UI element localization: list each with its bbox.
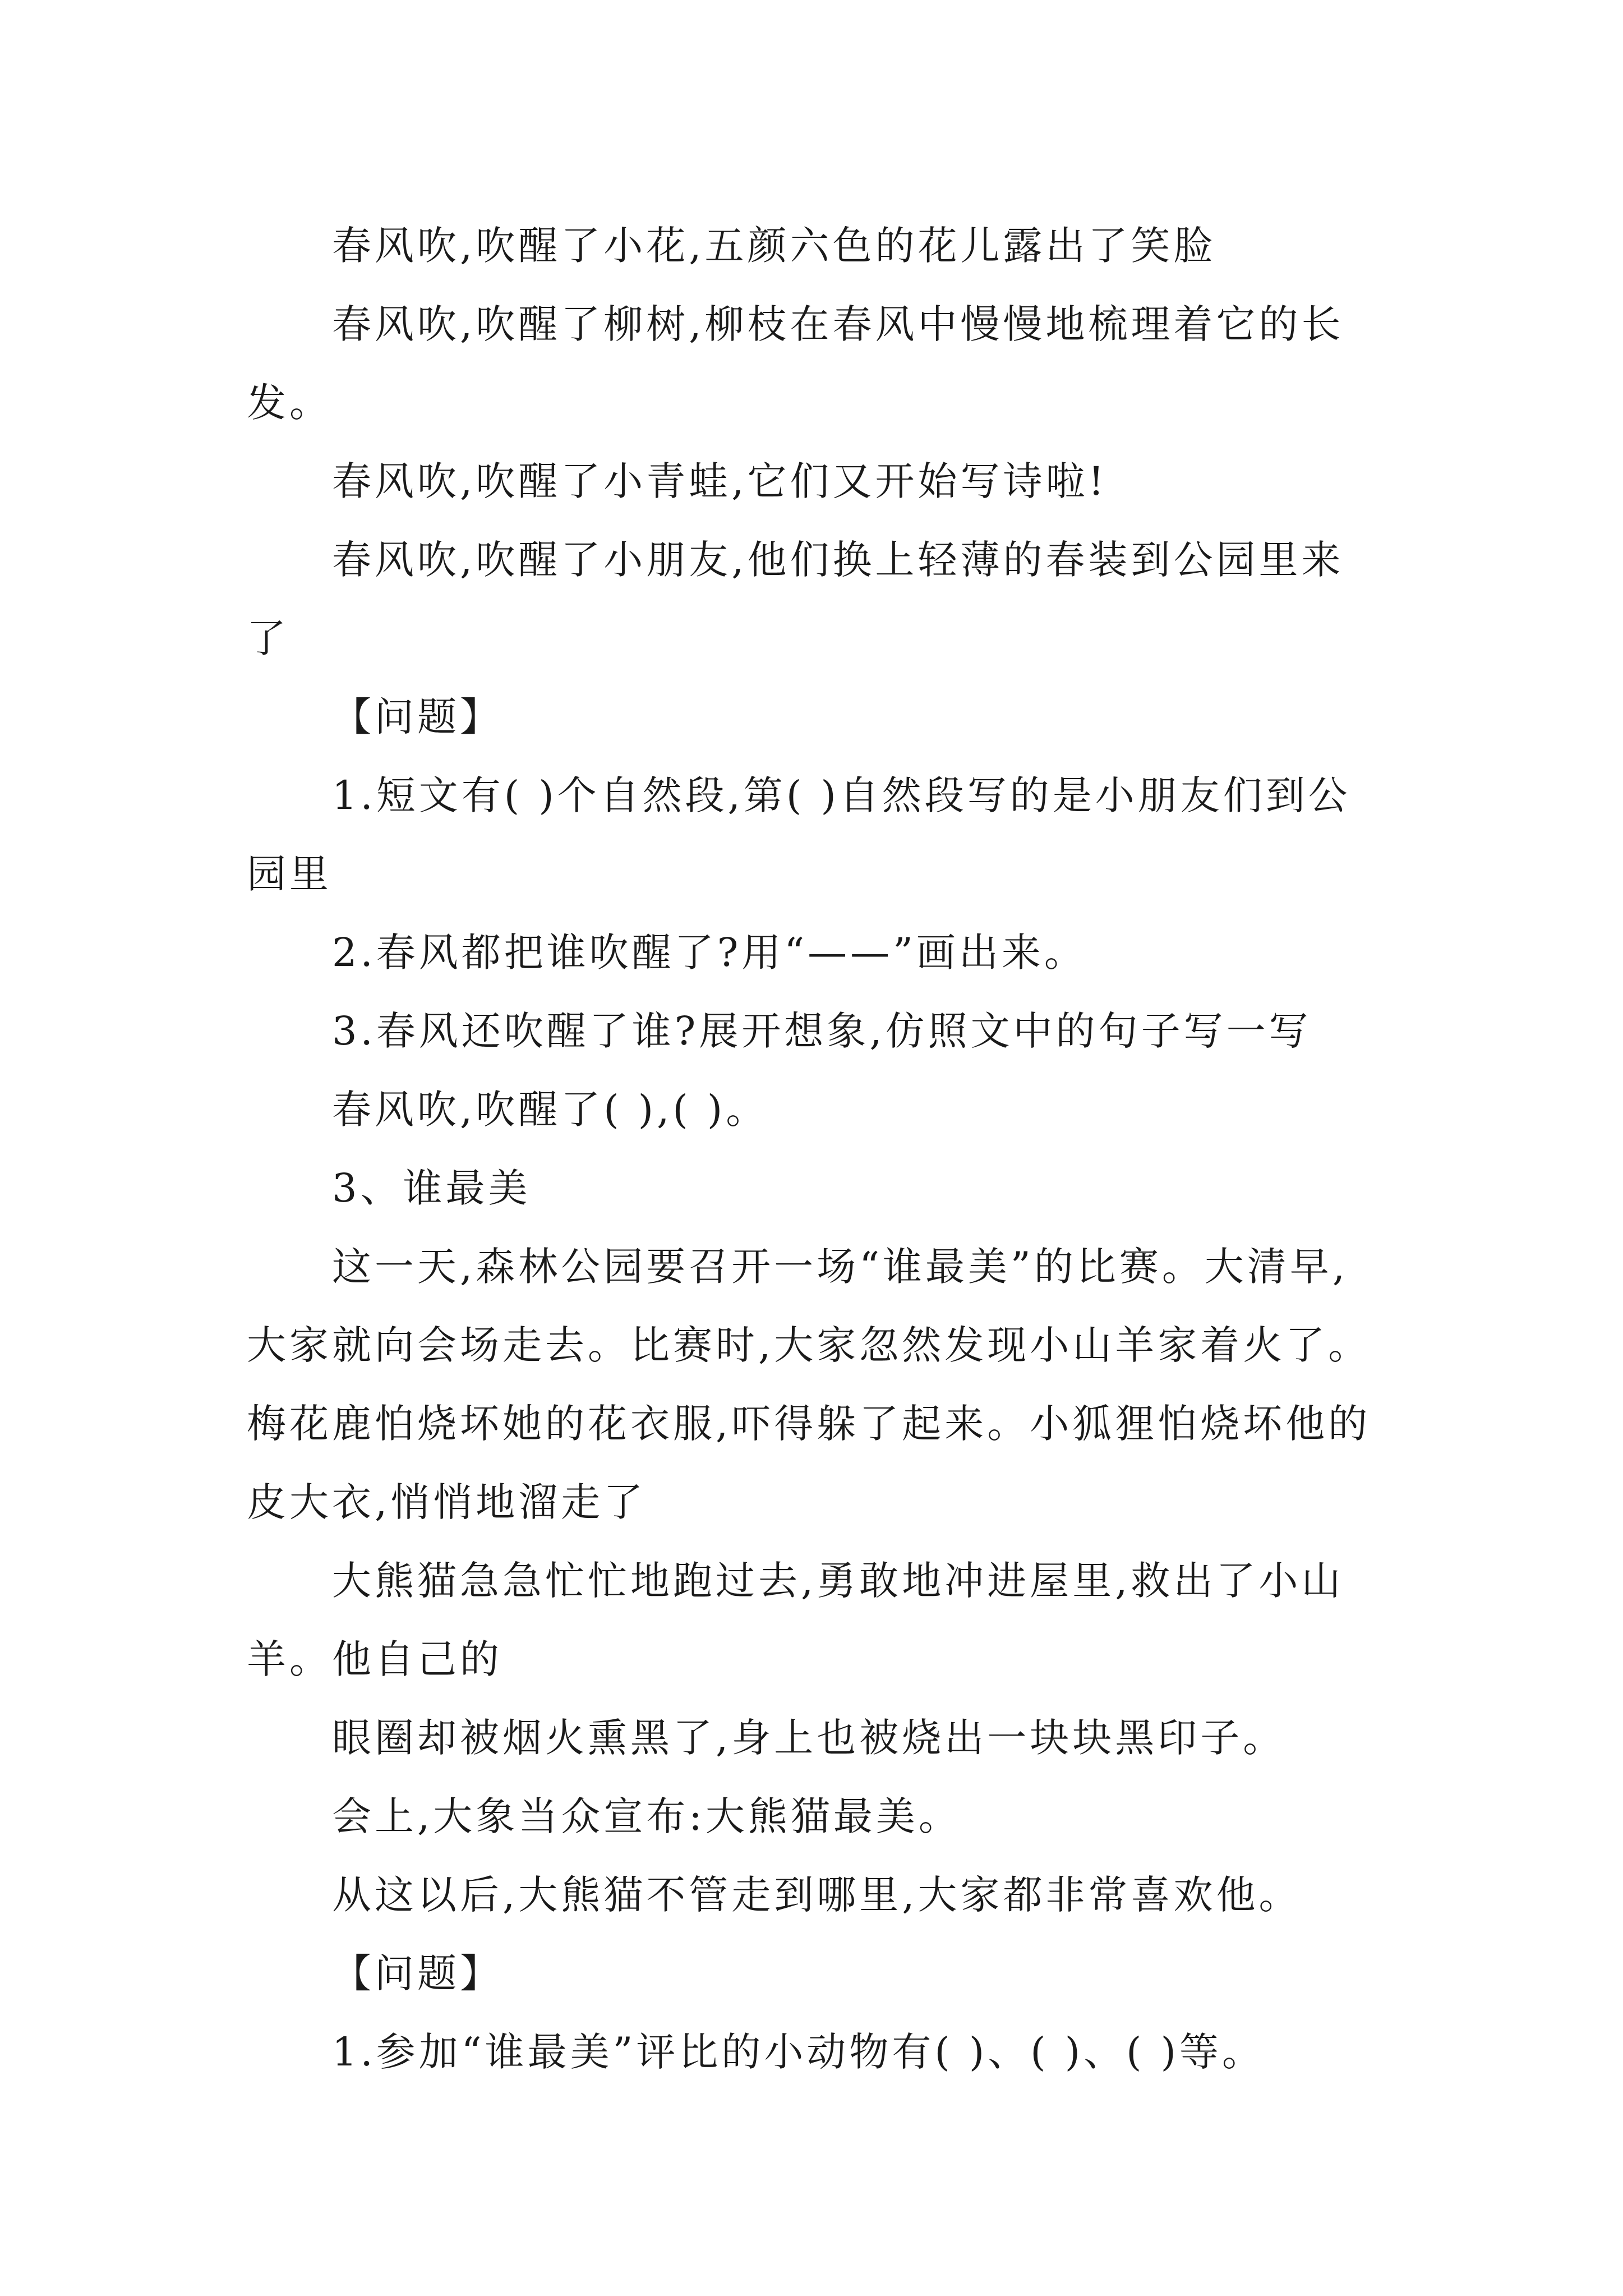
document-body [247, 206, 1385, 2091]
question-1-1: 1.短文有( )个自然段,第( )自然段写的是小朋友们到公园里 [247, 772, 1351, 897]
question-1-3: 3.春风还吹醒了谁?展开想象,仿照文中的句子写一写 [332, 1008, 1312, 1054]
paragraph-spring-flowers: 春风吹,吹醒了小花,五颜六色的花儿露出了笑脸 [332, 223, 1216, 269]
paragraph-panda-rescue: 大熊猫急急忙忙地跑过去,勇敢地冲进屋里,救出了小山羊。他自己的 [247, 1558, 1344, 1682]
paragraph-elephant-announces: 会上,大象当众宣布:大熊猫最美。 [332, 1793, 961, 1839]
paragraph-contest: 这一天,森林公园要召开一场“谁最美”的比赛。大清早,大家就向会场走去。比赛时,大家忽然发现小山羊家着火了。梅花鹿怕烧坏她的花衣服,吓得躲了起来。小狐狸怕烧坏他的皮大衣,悄悄地溜走了 [247, 1244, 1371, 1525]
question-1-2: 2.春风都把谁吹醒了?用“——”画出来。 [332, 930, 1087, 976]
section-title-who-most-beautiful: 3、谁最美 [332, 1165, 531, 1211]
question-1-3-template: 春风吹,吹醒了( ),( )。 [332, 1087, 769, 1133]
paragraph-spring-frog: 春风吹,吹醒了小青蛙,它们又开始写诗啦! [332, 458, 1108, 504]
question-2-1: 1.参加“谁最美”评比的小动物有( )、( )、( )等。 [332, 2029, 1265, 2075]
questions-heading-2: 【问题】 [332, 1950, 502, 1996]
paragraph-spring-children: 春风吹,吹醒了小朋友,他们换上轻薄的春装到公园里来了 [247, 537, 1344, 661]
paragraph-panda-burned: 眼圈却被烟火熏黑了,身上也被烧出一块块黑印子。 [332, 1715, 1286, 1761]
paragraph-spring-willow: 春风吹,吹醒了柳树,柳枝在春风中慢慢地梳理着它的长发。 [247, 301, 1344, 426]
questions-heading-1: 【问题】 [332, 694, 502, 740]
paragraph-everyone-likes-panda: 从这以后,大熊猫不管走到哪里,大家都非常喜欢他。 [332, 1872, 1302, 1918]
